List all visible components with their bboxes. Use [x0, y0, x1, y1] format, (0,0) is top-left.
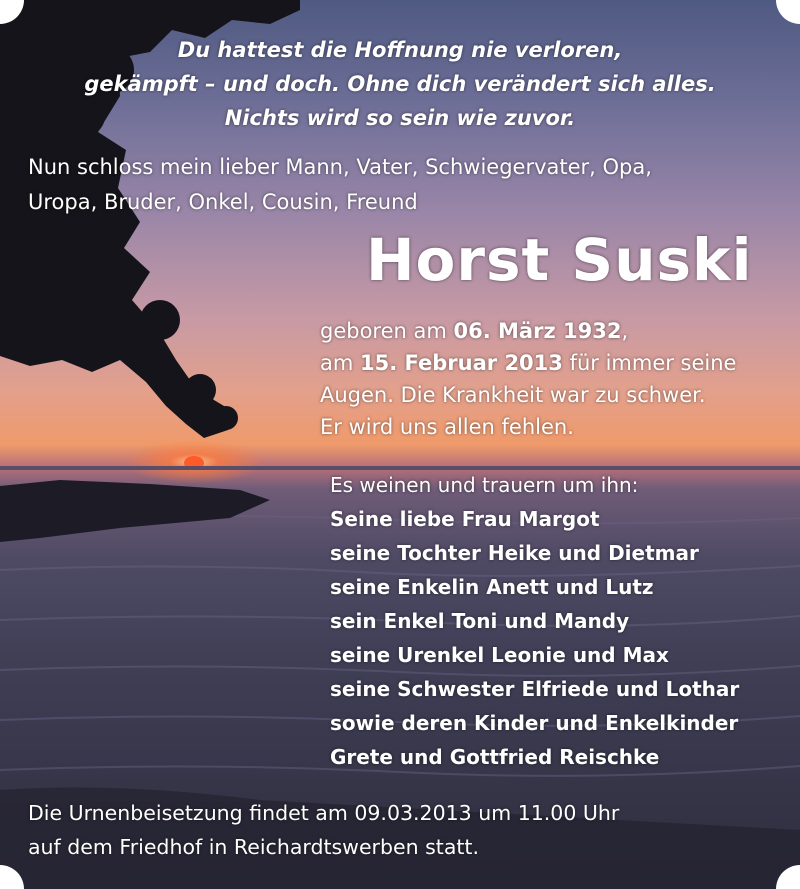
died-prefix: am — [320, 351, 361, 375]
burial-line: auf dem Friedhof in Reichardtswerben statt. — [28, 835, 479, 859]
burial-line: Die Urnenbeisetzung findet am 09.03.2013 um 11.00 Uhr — [28, 801, 620, 825]
death-date: 15. Februar 2013 — [360, 351, 563, 375]
mourner-entry: Seine liebe Frau Margot — [330, 507, 600, 531]
mourners-intro: Es weinen und trauern um ihn: — [330, 473, 639, 497]
born-suffix: , — [621, 319, 629, 343]
mourner-entry: sowie deren Kinder und Enkelkinder — [330, 711, 739, 735]
mourner-entry: seine Urenkel Leonie und Max — [330, 643, 669, 667]
born-prefix: geboren am — [320, 319, 454, 343]
mourner-entry: seine Schwester Elfriede und Lothar — [330, 677, 740, 701]
announcement-intro — [28, 150, 788, 220]
poem-line: gekämpft – und doch. Ohne dich verändert sich alles. — [84, 72, 716, 96]
intro-line: Nun schloss mein lieber Mann, Vater, Schwiegervater, Opa, — [28, 155, 652, 179]
memorial-poem — [0, 33, 800, 135]
mourner-entry: seine Enkelin Anett und Lutz — [330, 575, 654, 599]
mourner-entry: sein Enkel Toni und Mandy — [330, 609, 630, 633]
life-dates-line: Er wird uns allen fehlen. — [320, 415, 574, 439]
deceased-name: Horst Suski — [366, 226, 753, 294]
died-suffix: für immer seine — [562, 351, 737, 375]
poem-line: Nichts wird so sein wie zuvor. — [224, 106, 576, 130]
mourner-entry: Grete und Gottfried Reischke — [330, 745, 660, 769]
life-dates-line: Augen. Die Krankheit war zu schwer. — [320, 383, 706, 407]
intro-line: Uropa, Bruder, Onkel, Cousin, Freund — [28, 190, 418, 214]
life-dates — [320, 315, 790, 443]
birth-date: 06. März 1932 — [453, 319, 622, 343]
mourner-entry: seine Tochter Heike und Dietmar — [330, 541, 699, 565]
burial-notice — [28, 796, 788, 864]
reed-bank — [0, 480, 270, 542]
poem-line: Du hattest die Hoffnung nie verloren, — [177, 38, 623, 62]
mourners-list — [330, 468, 790, 774]
